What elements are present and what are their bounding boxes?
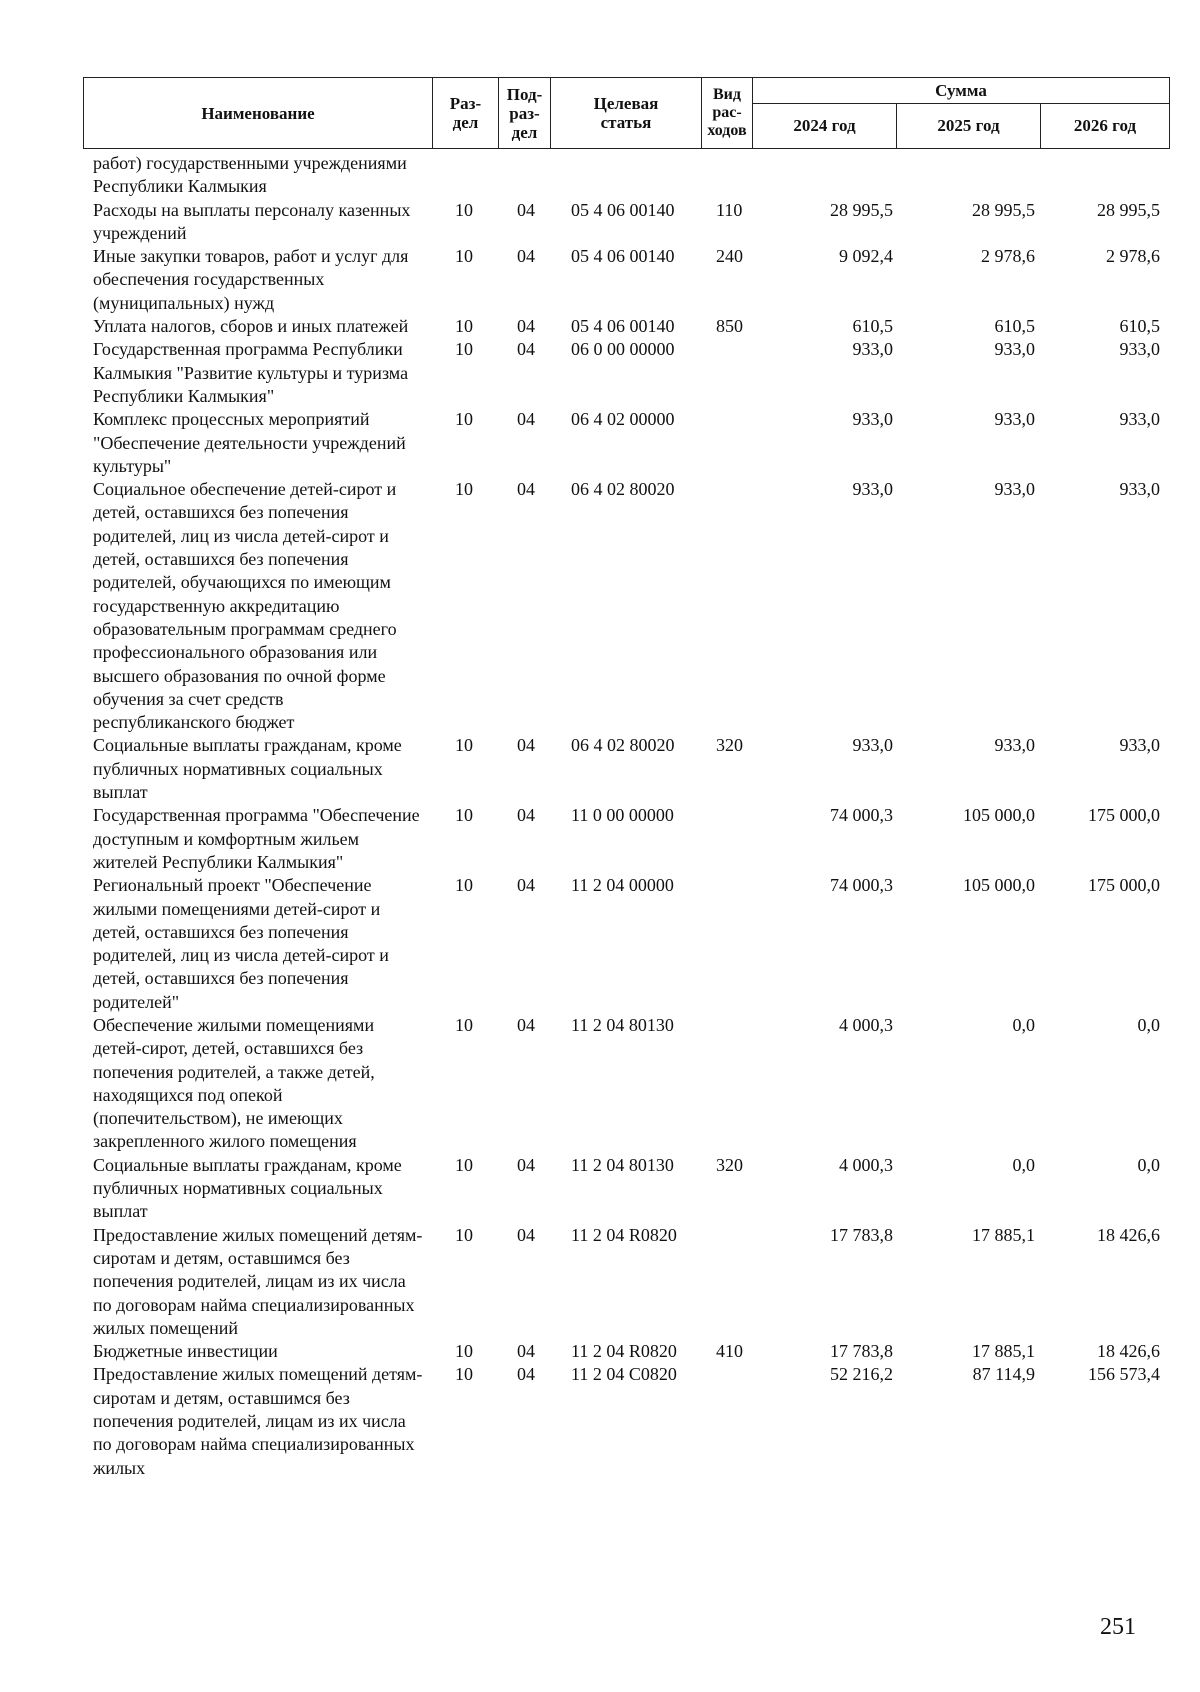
row-vid-rashodov: 240 xyxy=(716,246,743,267)
row-sum-2026: 610,5 xyxy=(1119,316,1160,337)
row-razdel: 10 xyxy=(455,1341,473,1362)
table-row xyxy=(0,1363,1200,1479)
row-sum-2025: 933,0 xyxy=(994,409,1035,430)
row-podrazdel: 04 xyxy=(517,1364,535,1385)
row-sum-2024: 74 000,3 xyxy=(830,805,893,826)
row-sum-2026: 933,0 xyxy=(1119,339,1160,360)
header-year-2024: 2024 год xyxy=(753,103,897,148)
row-vid-rashodov: 320 xyxy=(716,735,743,756)
row-name: Бюджетные инвестиции xyxy=(93,1341,278,1362)
row-sum-2025: 105 000,0 xyxy=(963,875,1035,896)
row-sum-2024: 933,0 xyxy=(852,479,893,500)
row-podrazdel: 04 xyxy=(517,1014,535,1035)
row-sum-2025: 17 885,1 xyxy=(972,1341,1035,1362)
row-sum-2025: 933,0 xyxy=(994,479,1035,500)
row-vid-rashodov: 850 xyxy=(716,316,743,337)
row-razdel: 10 xyxy=(455,1364,473,1385)
page-number: 251 xyxy=(1100,1614,1136,1640)
row-name: Государственная программа Республики Калмыкия "Развитие культуры и туризма Республики Калмыкия" xyxy=(93,339,409,406)
table-body xyxy=(0,152,1200,1480)
row-sum-2024: 9 092,4 xyxy=(839,246,893,267)
table-row xyxy=(0,874,1200,1014)
row-sum-2024: 28 995,5 xyxy=(830,199,893,220)
row-razdel: 10 xyxy=(455,1154,473,1175)
row-sum-2026: 933,0 xyxy=(1119,735,1160,756)
table-row xyxy=(0,804,1200,874)
row-podrazdel: 04 xyxy=(517,875,535,896)
row-name: Региональный проект "Обеспечение жилыми помещениями детей-сирот и детей, оставшихся без попечения родителей, лиц из числа детей-сирот и детей, оставшихся без попечения родителей" xyxy=(93,875,389,1012)
row-podrazdel: 04 xyxy=(517,479,535,500)
row-sum-2025: 933,0 xyxy=(994,339,1035,360)
row-sum-2026: 933,0 xyxy=(1119,409,1160,430)
row-name: Иные закупки товаров, работ и услуг для обеспечения государственных (муниципальных) нужд xyxy=(93,246,409,313)
row-name: Предоставление жилых помещений детям-сиротам и детям, оставшимся без попечения родителей, лицам из их числа по договорам найма специализированных жилых xyxy=(93,1364,423,1478)
row-celevaya-statya: 11 0 00 00000 xyxy=(571,805,674,826)
row-podrazdel: 04 xyxy=(517,339,535,360)
row-sum-2025: 2 978,6 xyxy=(981,246,1035,267)
table-row xyxy=(0,338,1200,408)
row-sum-2026: 175 000,0 xyxy=(1088,805,1160,826)
row-sum-2025: 17 885,1 xyxy=(972,1224,1035,1245)
row-celevaya-statya: 11 2 04 R0820 xyxy=(571,1224,677,1245)
row-sum-2026: 28 995,5 xyxy=(1097,199,1160,220)
row-podrazdel: 04 xyxy=(517,316,535,337)
row-sum-2026: 18 426,6 xyxy=(1097,1224,1160,1245)
row-celevaya-statya: 05 4 06 00140 xyxy=(571,316,675,337)
row-name: Обеспечение жилыми помещениями детей-сирот, детей, оставшихся без попечения родителей, а также детей, находящихся под опекой (попечительством), не имеющих закрепленного жилого помещения xyxy=(93,1014,375,1152)
row-celevaya-statya: 11 2 04 00000 xyxy=(571,875,674,896)
row-razdel: 10 xyxy=(455,735,473,756)
table-row xyxy=(0,315,1200,338)
row-razdel: 10 xyxy=(455,246,473,267)
header-name: Наименование xyxy=(84,78,433,148)
row-podrazdel: 04 xyxy=(517,1224,535,1245)
table-header xyxy=(83,77,1170,149)
header-year-2026: 2026 год xyxy=(1073,115,1137,135)
table-row xyxy=(0,245,1200,315)
row-celevaya-statya: 05 4 06 00140 xyxy=(571,246,675,267)
row-sum-2024: 17 783,8 xyxy=(830,1341,893,1362)
header-celevaya-statya: Целевая статья xyxy=(551,78,702,148)
row-name: Предоставление жилых помещений детям-сиротам и детям, оставшимся без попечения родителей, лицам из их числа по договорам найма специализированных жилых помещений xyxy=(93,1224,423,1338)
table-row xyxy=(0,152,1200,199)
row-podrazdel: 04 xyxy=(517,735,535,756)
row-sum-2026: 0,0 xyxy=(1137,1154,1160,1175)
row-celevaya-statya: 05 4 06 00140 xyxy=(571,199,675,220)
row-sum-2025: 0,0 xyxy=(1012,1014,1035,1035)
row-name: Социальные выплаты гражданам, кроме публичных нормативных социальных выплат xyxy=(93,1154,402,1222)
header-razdel: Раз- дел xyxy=(433,78,499,148)
row-celevaya-statya: 06 4 02 00000 xyxy=(571,409,675,430)
row-sum-2025: 105 000,0 xyxy=(963,805,1035,826)
table-row xyxy=(0,1340,1200,1363)
row-sum-2025: 87 114,9 xyxy=(972,1364,1035,1385)
row-sum-2024: 933,0 xyxy=(852,735,893,756)
row-sum-2024: 17 783,8 xyxy=(830,1224,893,1245)
row-celevaya-statya: 11 2 04 C0820 xyxy=(571,1364,677,1385)
row-sum-2024: 610,5 xyxy=(852,316,893,337)
row-razdel: 10 xyxy=(455,409,473,430)
row-sum-2024: 933,0 xyxy=(852,339,893,360)
table-row xyxy=(0,1154,1200,1224)
row-razdel: 10 xyxy=(455,479,473,500)
table-row xyxy=(0,1014,1200,1154)
header-summa: Сумма xyxy=(753,78,1169,104)
row-name: Уплата налогов, сборов и иных платежей xyxy=(93,316,409,337)
row-name: Государственная программа "Обеспечение доступным и комфортным жильем жителей Республики Калмыкия" xyxy=(93,805,420,872)
header-podrazdel: Под- раз- дел xyxy=(499,78,551,148)
row-name: Расходы на выплаты персоналу казенных учреждений xyxy=(93,199,411,243)
row-sum-2024: 74 000,3 xyxy=(830,875,893,896)
table-row xyxy=(0,1224,1200,1340)
row-razdel: 10 xyxy=(455,805,473,826)
row-vid-rashodov: 110 xyxy=(716,199,743,220)
row-sum-2026: 2 978,6 xyxy=(1106,246,1160,267)
row-celevaya-statya: 11 2 04 80130 xyxy=(571,1154,674,1175)
row-podrazdel: 04 xyxy=(517,805,535,826)
row-sum-2025: 610,5 xyxy=(994,316,1035,337)
table-row xyxy=(0,734,1200,804)
row-sum-2026: 0,0 xyxy=(1137,1014,1160,1035)
row-razdel: 10 xyxy=(455,875,473,896)
row-sum-2026: 933,0 xyxy=(1119,479,1160,500)
row-name: работ) государственными учреждениями Республики Калмыкия xyxy=(93,153,407,197)
row-sum-2026: 18 426,6 xyxy=(1097,1341,1160,1362)
row-podrazdel: 04 xyxy=(517,409,535,430)
row-sum-2024: 4 000,3 xyxy=(839,1014,893,1035)
row-podrazdel: 04 xyxy=(517,1341,535,1362)
row-name: Комплекс процессных мероприятий "Обеспечение деятельности учреждений культуры" xyxy=(93,409,406,476)
row-podrazdel: 04 xyxy=(517,246,535,267)
row-sum-2025: 933,0 xyxy=(994,735,1035,756)
row-vid-rashodov: 320 xyxy=(716,1154,743,1175)
row-razdel: 10 xyxy=(455,316,473,337)
row-sum-2025: 28 995,5 xyxy=(972,199,1035,220)
row-celevaya-statya: 06 4 02 80020 xyxy=(571,479,675,500)
row-sum-2024: 933,0 xyxy=(852,409,893,430)
row-podrazdel: 04 xyxy=(517,199,535,220)
row-celevaya-statya: 11 2 04 R0820 xyxy=(571,1341,677,1362)
row-sum-2024: 52 216,2 xyxy=(830,1364,893,1385)
row-vid-rashodov: 410 xyxy=(716,1341,743,1362)
header-year-2025: 2025 год xyxy=(897,103,1041,148)
row-razdel: 10 xyxy=(455,339,473,360)
header-vid-rashodov: Вид рас- ходов xyxy=(702,78,753,148)
row-name: Социальное обеспечение детей-сирот и детей, оставшихся без попечения родителей, лиц из числа детей-сирот и детей, оставшихся без попечения родителей, обучающихся по имеющим государственную аккредитацию образовательным программам среднего профессионального образования или высшего образования по очной форме обучения за счет средств республиканского бюджет xyxy=(93,479,397,733)
row-name: Социальные выплаты гражданам, кроме публичных нормативных социальных выплат xyxy=(93,735,402,803)
row-celevaya-statya: 06 0 00 00000 xyxy=(571,339,675,360)
table-row xyxy=(0,478,1200,734)
row-razdel: 10 xyxy=(455,1224,473,1245)
row-podrazdel: 04 xyxy=(517,1154,535,1175)
row-celevaya-statya: 11 2 04 80130 xyxy=(571,1014,674,1035)
table-row xyxy=(0,199,1200,246)
row-celevaya-statya: 06 4 02 80020 xyxy=(571,735,675,756)
table-row xyxy=(0,408,1200,478)
row-sum-2024: 4 000,3 xyxy=(839,1154,893,1175)
row-razdel: 10 xyxy=(455,1014,473,1035)
row-sum-2025: 0,0 xyxy=(1012,1154,1035,1175)
row-razdel: 10 xyxy=(455,199,473,220)
row-sum-2026: 156 573,4 xyxy=(1088,1364,1160,1385)
row-sum-2026: 175 000,0 xyxy=(1088,875,1160,896)
